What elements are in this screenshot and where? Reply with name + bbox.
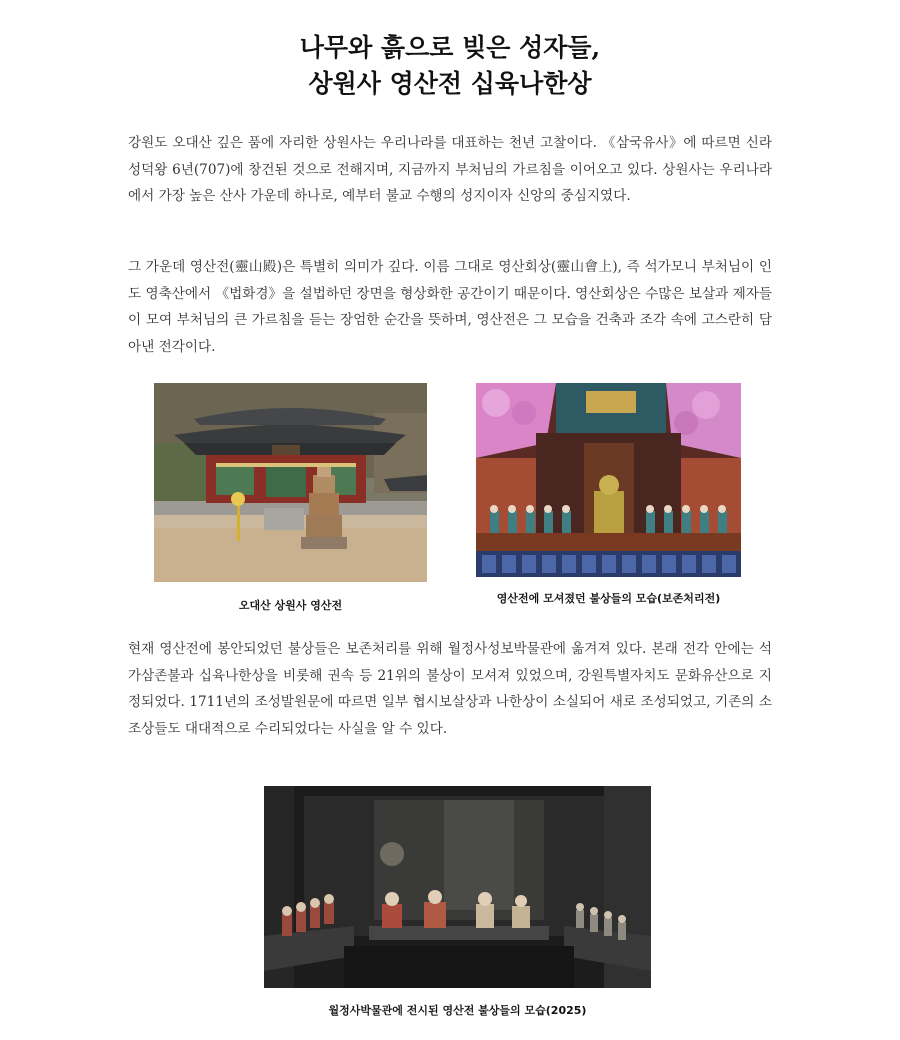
interior-statues-photo [476, 383, 741, 577]
paragraph-preservation: 현재 영산전에 봉안되었던 불상들은 보존처리를 위해 월정사성보박물관에 옮겨져 있다. 본래 전각 안에는 석가삼존불과 십육나한상을 비롯해 권속 등 21위의 불상이 모셔져 있었으며, 강원특별자치도 문화유산으로 지정되었다. 1711년의 조성발원문에 따르면 일부 협시보살상과 나한상이 소실되어 새로 조성되었고, 기존의 소조상들도 대대적으로 수리되었다는 사실을 알 수 있다. [128, 641, 772, 737]
paragraph-yeongsanjeon: 그 가운데 영산전(靈山殿)은 특별히 의미가 깊다. 이름 그대로 영산회상(靈山會上), 즉 석가모니 부처님이 인도 영축산에서 《법화경》을 설법하던 장면을 형상화한 공간이기 때문이다. 영산회상은 수많은 보살과 제자들이 모여 부처님의 큰 가르침을 듣는 장엄한 순간을 뜻하며, 영산전은 그 모습을 건축과 조각 속에 고스란히 담아낸 전각이다. [128, 259, 772, 355]
paragraph-intro: 강원도 오대산 깊은 품에 자리한 상원사는 우리나라를 대표하는 천년 고찰이다. 《삼국유사》에 따르면 신라 성덕왕 6년(707)에 창건된 것으로 전해지며, 지금까지 부처님의 가르침을 이어오고 있다. 상원사는 우리나라에서 가장 높은 산사 가운데 하나로, 예부터 불교 수행의 성지이자 신앙의 중심지였다. [128, 135, 772, 204]
caption-interior-statues: 영산전에 모셔졌던 불상들의 모습(보존처리전) [496, 592, 721, 605]
temple-hall-photo [154, 383, 427, 582]
museum-exhibit-photo [264, 786, 651, 988]
document-title [0, 30, 900, 102]
caption-temple-hall: 오대산 상원사 영산전 [238, 599, 343, 612]
title-line-1: 나무와 흙으로 빚은 성자들, [299, 33, 601, 62]
title-line-2: 상원사 영산전 십육나한상 [308, 69, 592, 98]
caption-museum-exhibit: 월정사박물관에 전시된 영산전 불상들의 모습(2025) [328, 1004, 587, 1017]
